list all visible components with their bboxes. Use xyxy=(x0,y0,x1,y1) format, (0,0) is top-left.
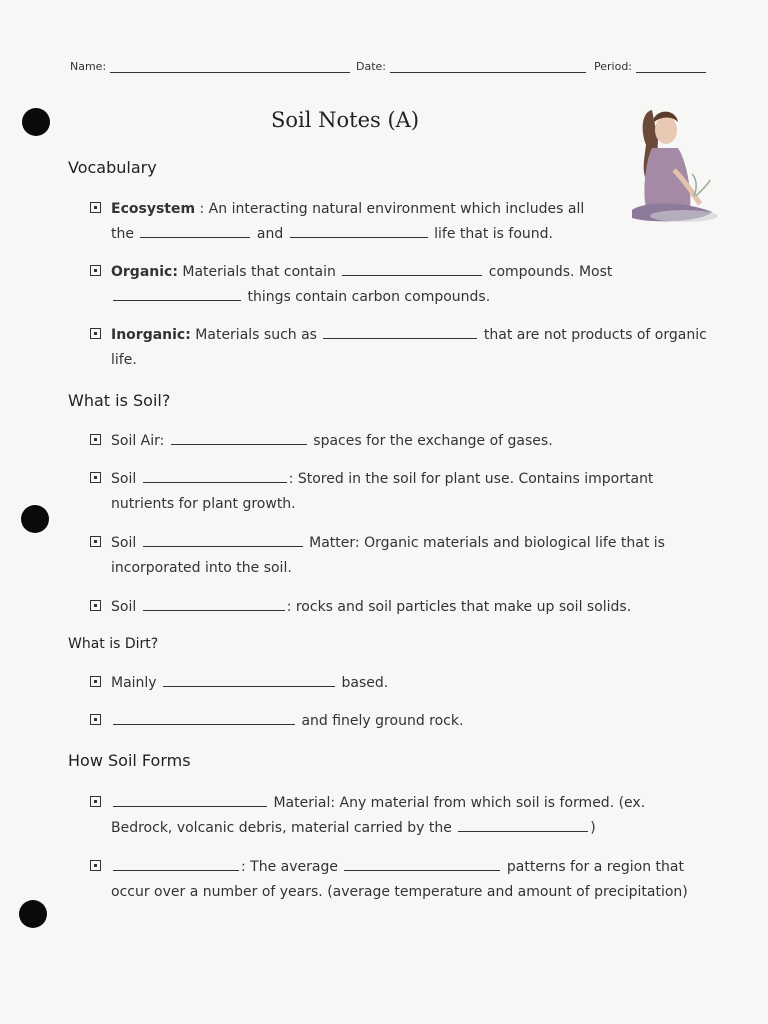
list-item-parent-material xyxy=(90,791,645,841)
list-item-dirt-mainly xyxy=(90,671,388,696)
definition-text: and xyxy=(256,226,284,242)
section-vocabulary: Vocabulary xyxy=(68,158,157,177)
checkbox[interactable] xyxy=(90,328,101,339)
date-label: Date: xyxy=(356,60,386,73)
definition-text: the xyxy=(111,226,134,242)
checkbox[interactable] xyxy=(90,202,101,213)
checkbox[interactable] xyxy=(90,860,101,871)
answer-blank[interactable] xyxy=(113,792,267,807)
item-text: and finely ground rock. xyxy=(301,713,464,729)
answer-blank[interactable] xyxy=(113,286,241,301)
period-line[interactable] xyxy=(636,61,706,73)
item-text: Soil xyxy=(111,471,137,487)
definition-text: life that is found. xyxy=(434,226,554,242)
term-inorganic: Inorganic: xyxy=(111,327,191,343)
definition-text: things contain carbon compounds. xyxy=(247,289,491,305)
item-text: : Stored in the soil for plant use. Contains important xyxy=(288,471,654,487)
checkbox[interactable] xyxy=(90,472,101,483)
definition-text: compounds. Most xyxy=(488,264,613,280)
item-text: Bedrock, volcanic debris, material carried by the xyxy=(111,820,452,836)
answer-blank[interactable] xyxy=(113,856,239,871)
answer-blank[interactable] xyxy=(342,261,482,276)
answer-blank[interactable] xyxy=(143,596,285,611)
item-text: incorporated into the soil. xyxy=(111,560,292,576)
list-item-dirt-rock xyxy=(90,709,463,734)
checkbox[interactable] xyxy=(90,265,101,276)
checkbox[interactable] xyxy=(90,536,101,547)
item-text: based. xyxy=(341,675,389,691)
item-text: spaces for the exchange of gases. xyxy=(313,433,553,449)
answer-blank[interactable] xyxy=(143,532,303,547)
answer-blank[interactable] xyxy=(458,817,588,832)
name-line[interactable] xyxy=(110,61,350,73)
period-field[interactable] xyxy=(594,60,706,73)
list-item-soil-water xyxy=(90,467,653,517)
answer-blank[interactable] xyxy=(163,672,335,687)
list-item-soil-air xyxy=(90,429,553,454)
list-item-organic xyxy=(90,260,612,310)
binder-hole-middle xyxy=(21,505,49,533)
item-text: Material: Any material from which soil is formed. (ex. xyxy=(273,795,646,811)
item-text: : The average xyxy=(241,859,338,875)
item-text: : rocks and soil particles that make up soil solids. xyxy=(286,599,632,615)
checkbox[interactable] xyxy=(90,796,101,807)
definition-text: that are not products of organic xyxy=(483,327,707,343)
list-item-ecosystem xyxy=(90,197,584,247)
answer-blank[interactable] xyxy=(290,223,428,238)
definition-text: life. xyxy=(111,352,137,368)
section-what-is-dirt: What is Dirt? xyxy=(68,636,159,652)
term-organic: Organic: xyxy=(111,264,178,280)
period-label: Period: xyxy=(594,60,633,73)
answer-blank[interactable] xyxy=(323,324,477,339)
item-text: Soil xyxy=(111,599,137,615)
date-line[interactable] xyxy=(390,61,586,73)
name-label: Name: xyxy=(70,60,107,73)
definition-text: : An interacting natural environment which includes all xyxy=(195,201,585,217)
item-text: nutrients for plant growth. xyxy=(111,496,296,512)
item-text: Soil xyxy=(111,535,137,551)
page-title: Soil Notes (A) xyxy=(270,108,420,132)
binder-hole-bottom xyxy=(19,900,47,928)
gardener-illustration xyxy=(612,100,722,240)
list-item-soil-minerals xyxy=(90,595,631,620)
date-field[interactable] xyxy=(356,60,586,73)
list-item-climate xyxy=(90,855,688,905)
answer-blank[interactable] xyxy=(113,710,295,725)
answer-blank[interactable] xyxy=(140,223,250,238)
item-text: Soil Air: xyxy=(111,433,165,449)
item-text: ) xyxy=(590,820,596,836)
term-ecosystem: Ecosystem xyxy=(111,201,196,217)
checkbox[interactable] xyxy=(90,676,101,687)
name-field[interactable] xyxy=(70,60,350,73)
answer-blank[interactable] xyxy=(344,856,500,871)
item-text: Matter: Organic materials and biological life that is xyxy=(309,535,665,551)
section-how-soil-forms: How Soil Forms xyxy=(68,751,191,770)
definition-text: Materials such as xyxy=(190,327,317,343)
checkbox[interactable] xyxy=(90,714,101,725)
item-text: occur over a number of years. (average temperature and amount of precipitation) xyxy=(111,884,688,900)
list-item-inorganic xyxy=(90,323,707,373)
item-text: patterns for a region that xyxy=(506,859,684,875)
answer-blank[interactable] xyxy=(171,430,307,445)
item-text: Mainly xyxy=(111,675,157,691)
list-item-soil-organic-matter xyxy=(90,531,665,581)
definition-text: Materials that contain xyxy=(177,264,336,280)
checkbox[interactable] xyxy=(90,434,101,445)
answer-blank[interactable] xyxy=(143,468,287,483)
checkbox[interactable] xyxy=(90,600,101,611)
section-what-is-soil: What is Soil? xyxy=(68,391,171,410)
